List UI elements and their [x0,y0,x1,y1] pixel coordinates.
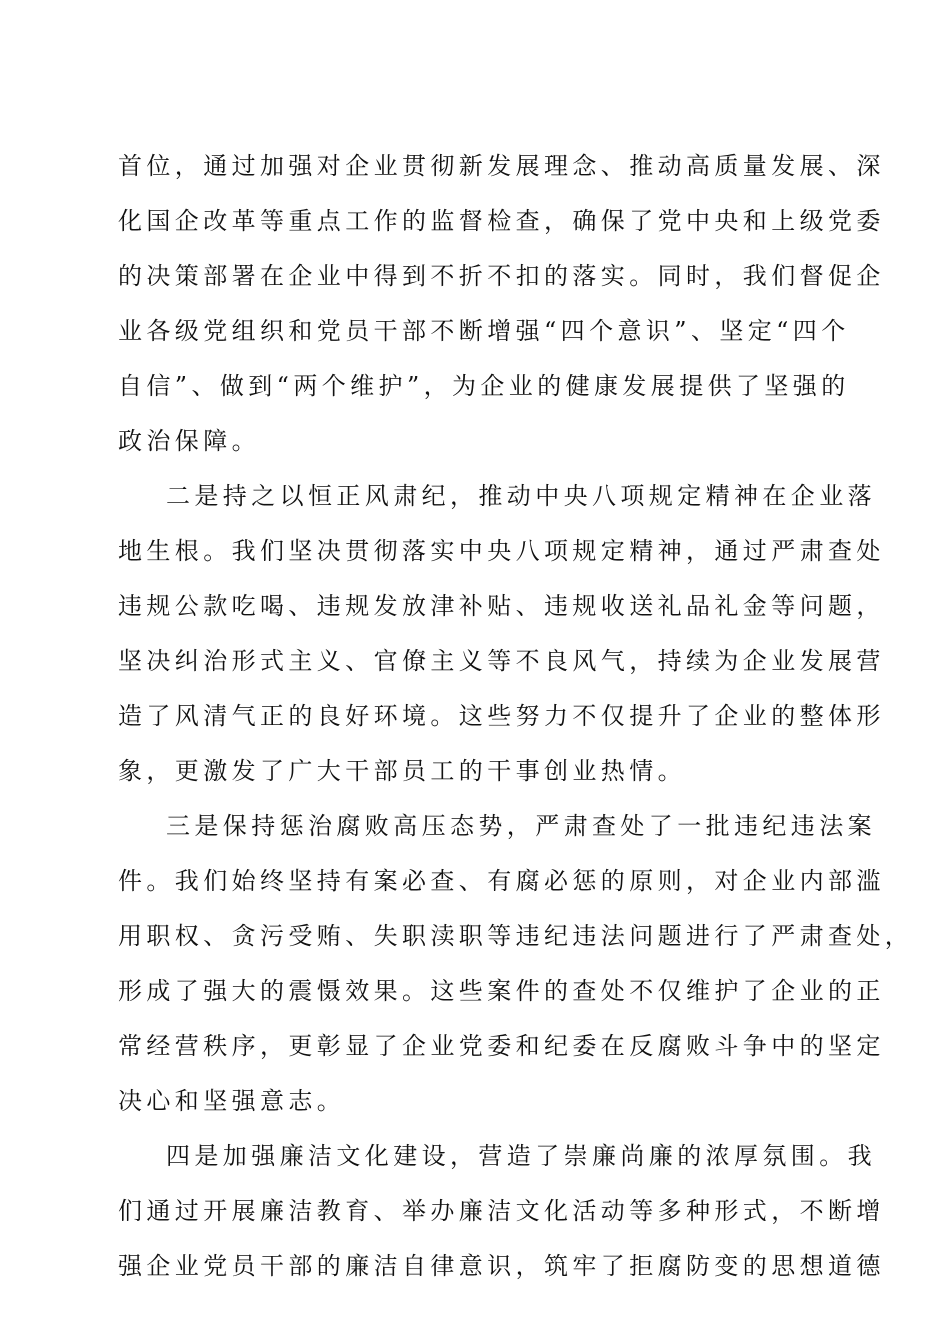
text-line: 形成了强大的震慑效果。这些案件的查处不仅维护了企业的正 [118,977,885,1005]
text-line: 的决策部署在企业中得到不折不扣的落实。同时，我们督促企 [118,262,885,290]
paragraph-4-first-line: 四是加强廉洁文化建设，营造了崇廉尚廉的浓厚氛围。我 [166,1142,876,1170]
text-line: 象，更激发了广大干部员工的干事创业热情。 [118,757,686,785]
text-line: 决心和坚强意志。 [118,1087,346,1115]
text-line: 首位，通过加强对企业贯彻新发展理念、推动高质量发展、深 [118,152,885,180]
text-line: 业各级党组织和党员干部不断增强“四个意识”、坚定“四个 [118,317,850,345]
text-line: 化国企改革等重点工作的监督检查，确保了党中央和上级党委 [118,207,885,235]
text-line: 政治保障。 [118,427,260,455]
text-line: 造了风清气正的良好环境。这些努力不仅提升了企业的整体形 [118,702,885,730]
text-line: 们通过开展廉洁教育、举办廉洁文化活动等多种形式，不断增 [118,1197,885,1225]
text-line: 自信”、做到“两个维护”，为企业的健康发展提供了坚强的 [118,372,850,400]
text-line: 强企业党员干部的廉洁自律意识，筑牢了拒腐防变的思想道德 [118,1252,885,1280]
text-line: 地生根。我们坚决贯彻落实中央八项规定精神，通过严肃查处 [118,537,885,565]
text-line: 常经营秩序，更彰显了企业党委和纪委在反腐败斗争中的坚定 [118,1032,885,1060]
text-line: 件。我们始终坚持有案必查、有腐必惩的原则，对企业内部滥 [118,867,885,895]
paragraph-3-first-line: 三是保持惩治腐败高压态势，严肃查处了一批违纪违法案 [166,812,876,840]
paragraph-2-first-line: 二是持之以恒正风肃纪，推动中央八项规定精神在企业落 [166,482,876,510]
text-line: 用职权、贪污受贿、失职渎职等违纪违法问题进行了严肃查处， [118,922,914,950]
text-line: 违规公款吃喝、违规发放津补贴、违规收送礼品礼金等问题， [118,592,885,620]
text-line: 坚决纠治形式主义、官僚主义等不良风气，持续为企业发展营 [118,647,885,675]
